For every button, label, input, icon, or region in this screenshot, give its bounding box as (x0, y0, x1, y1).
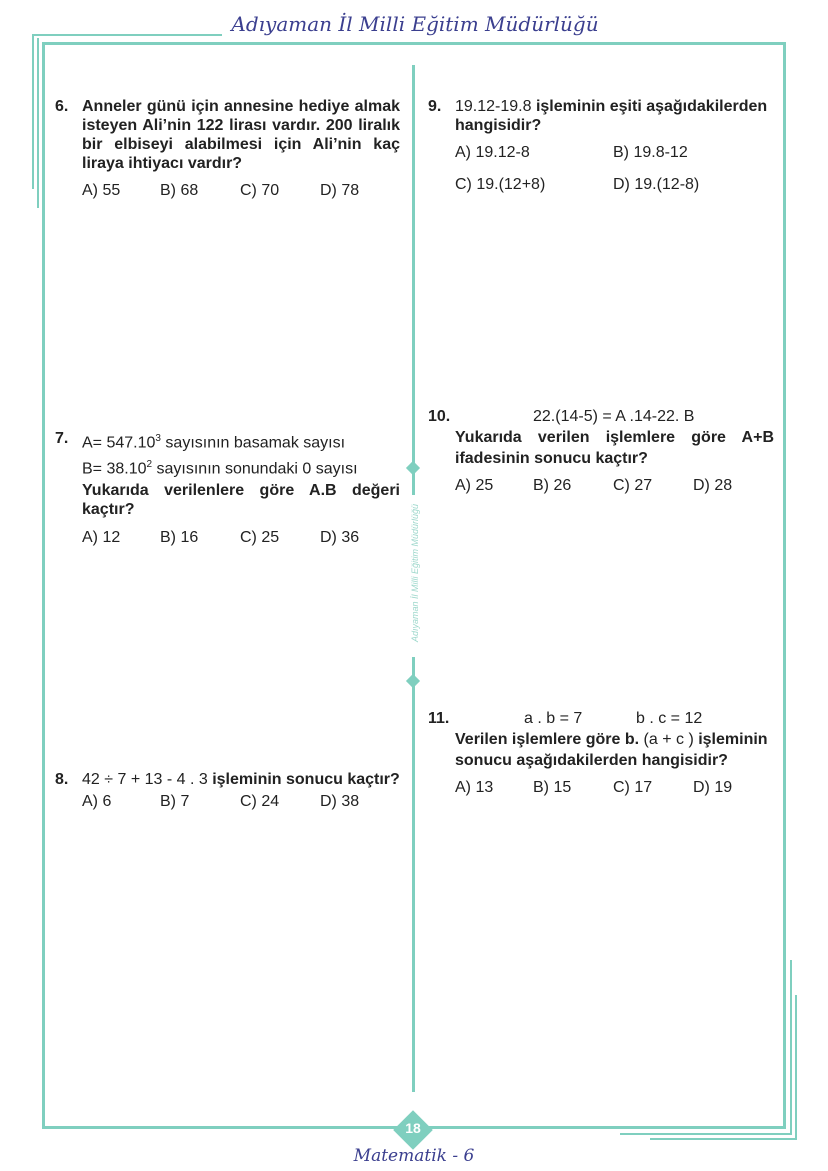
expression: (a + c ) (643, 731, 694, 748)
expression: 19.12-19.8 (455, 98, 536, 115)
expression: a . b = 7 (524, 710, 583, 727)
question-8 (55, 770, 405, 814)
frame-deco (650, 1138, 797, 1140)
answer-options (455, 475, 774, 497)
frame-deco (795, 995, 797, 1138)
option-a[interactable]: A) 13 (455, 779, 494, 796)
footer-subject: Matematik - 6 (353, 1146, 475, 1166)
question-11 (428, 708, 778, 799)
option-d[interactable]: D) 36 (320, 528, 360, 546)
option-d[interactable]: D) 38 (320, 793, 360, 810)
option-b[interactable]: B) 15 (533, 779, 572, 796)
divider-diamond (406, 461, 420, 475)
option-b[interactable]: B) 26 (533, 477, 572, 494)
answer-options (455, 777, 778, 799)
question-number: 9. (428, 98, 442, 115)
frame-top (42, 42, 786, 45)
option-b[interactable]: B) 7 (160, 793, 190, 810)
frame-deco (37, 38, 39, 208)
frame-deco (790, 960, 792, 1133)
option-d[interactable]: D) 28 (693, 477, 733, 494)
option-a[interactable]: A) 55 (82, 182, 121, 199)
expression: 42 ÷ 7 + 13 - 4 . 3 (82, 771, 213, 788)
question-text: işleminin eşiti aşağıdakilerden hangisidir? (455, 98, 768, 134)
text: sayısının sonundaki 0 sayısı (152, 460, 358, 478)
page-number: 18 (405, 1120, 421, 1136)
option-b[interactable]: B) 16 (160, 528, 199, 546)
option-c[interactable]: C) 19.(12+8) (455, 176, 546, 193)
question-text: Verilen işlemlere göre b. (455, 731, 644, 748)
option-a[interactable]: A) 25 (455, 477, 494, 494)
frame-right (783, 42, 786, 1129)
option-b[interactable]: B) 19.8-12 (613, 144, 688, 161)
divider-diamond (406, 674, 420, 688)
option-b[interactable]: B) 68 (160, 182, 199, 199)
option-c[interactable]: C) 27 (613, 477, 653, 494)
answer-options (455, 143, 778, 165)
expression: b . c = 12 (636, 710, 703, 727)
option-c[interactable]: C) 24 (240, 793, 280, 810)
option-d[interactable]: D) 78 (320, 182, 360, 199)
question-number: 7. (55, 430, 69, 447)
expression: 22.(14-5) = A .14-22. B (533, 408, 695, 425)
question-text: işleminin sonucu kaçtır? (212, 771, 400, 788)
option-a[interactable]: A) 12 (82, 528, 121, 546)
frame-deco (32, 34, 222, 36)
text: A= 547.10 (82, 434, 156, 452)
question-text: Anneler günü için annesine hediye almak isteyen Ali’nin 122 lirası vardır. 200 liralık bir elbiseyi alabilmesi için Ali’nin kaç liraya ihtiyacı vardır? (82, 98, 400, 172)
question-7 (55, 428, 400, 549)
answer-options (82, 792, 405, 814)
answer-options (455, 175, 778, 197)
question-10 (428, 406, 774, 497)
exponent: 2 (146, 459, 153, 471)
statement-b (82, 454, 400, 480)
question-9 (428, 97, 778, 197)
option-c[interactable]: C) 25 (240, 528, 280, 546)
option-d[interactable]: D) 19 (693, 779, 733, 796)
text: sayısının basamak sayısı (160, 434, 346, 452)
option-d[interactable]: D) 19.(12-8) (613, 176, 700, 193)
question-number: 10. (428, 408, 451, 425)
option-a[interactable]: A) 6 (82, 793, 112, 810)
frame-left (42, 42, 45, 1129)
answer-options (82, 181, 400, 203)
option-a[interactable]: A) 19.12-8 (455, 144, 530, 161)
question-number: 11. (428, 710, 450, 727)
header-title: Adıyaman İl Milli Eğitim Müdürlüğü (231, 12, 599, 36)
option-c[interactable]: C) 70 (240, 182, 280, 199)
question-number: 8. (55, 771, 69, 788)
question-text: Yukarıda verilen işlemlere göre A+B ifadesinin sonucu kaçtır? (455, 429, 774, 467)
exponent: 3 (155, 433, 161, 444)
watermark-text: Adıyaman İl Milli Eğitim Müdürlüğü (410, 503, 420, 643)
question-number: 6. (55, 98, 69, 115)
question-6 (55, 97, 400, 203)
text: B= 38.10 (82, 460, 147, 478)
statement-a (82, 428, 400, 454)
answer-options (82, 527, 400, 549)
option-c[interactable]: C) 17 (613, 779, 653, 796)
frame-deco (32, 34, 34, 189)
frame-deco (620, 1133, 792, 1135)
question-text: işleminin sonucu aşağıdakilerden hangisidir? (455, 731, 768, 769)
question-text: Yukarıda verilenlere göre A.B değeri kaçtır? (82, 481, 400, 518)
